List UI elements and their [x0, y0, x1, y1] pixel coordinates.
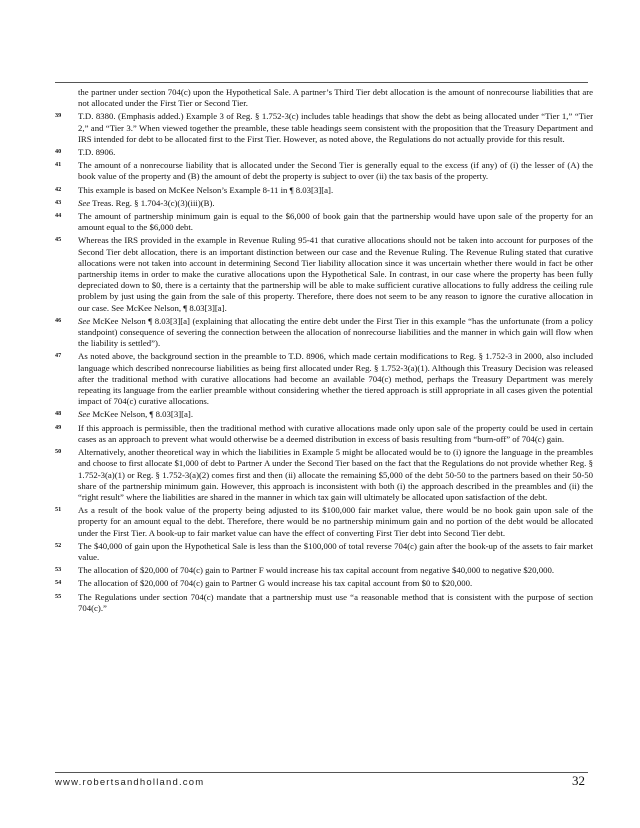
footnote-text	[78, 409, 593, 420]
footnote-body: As a result of the book value of the property being adjusted to its $100,000 fair market value, there would be no book gain upon sale of the property for an amount equal to the debt. Therefore, there would be no partnership minimum gain and no portion of the debt would be allocated under the First Tier. A book-up to fair market value can have the effect of converting First Tier debt into Second Tier debt.	[78, 505, 593, 538]
footnote-number: 54	[55, 579, 62, 587]
footnote-number: 45	[55, 236, 62, 244]
footnote-body: The $40,000 of gain upon the Hypothetical Sale is less than the $100,000 of total reverse 704(c) gain after the book-up of the assets to fair market value.	[78, 540, 593, 562]
footnote	[55, 160, 593, 182]
footnote	[55, 447, 593, 503]
footnote	[55, 198, 593, 209]
footnote	[55, 235, 593, 313]
footnote-body: The allocation of $20,000 of 704(c) gain to Partner F would increase his tax capital account from negative $40,000 to negative $20,000.	[78, 565, 555, 576]
footnote-body: The amount of a nonrecourse liability that is allocated under the Second Tier is generally equal to the excess (if any) of (i) the lesser of (A) the book value of the property and (B) the amount of debt the property is subject to over (ii) the tax basis of the property.	[78, 160, 593, 182]
footnote-text	[78, 592, 593, 614]
footnote-body: As noted above, the background section in the preamble to T.D. 8906, which made certain modifications to Reg. § 1.752-3 in 2000, also included language which described nonrecourse liabilities as being first allocated under Reg. § 1.752-3(a)(1). Although this Treasury Decision was released after the traditional method with curative allocations had become an available 704(c) method, perhaps the Treasury Department was merely repeating its language from the earlier preamble without considering whether the tiered approach is still appropriate in all cases given the potential impact of 704(c) curative allocations.	[78, 351, 593, 407]
page-number: 32	[572, 773, 585, 788]
footnote-body: T.D. 8906.	[78, 147, 116, 158]
footnote	[55, 592, 593, 614]
footnote-body: Treas. Reg. § 1.704-3(c)(3)(iii)(B).	[90, 197, 215, 208]
footnote-body: If this approach is permissible, then the traditional method with curative allocations made only upon sale of the property could be used in certain cases as an approach to prevent what would otherwise be a deemed distribution in excess of basis resulting from “burn-off” of 704(c) gain.	[78, 422, 593, 444]
footnote-body: T.D. 8380. (Emphasis added.) Example 3 of Reg. § 1.752-3(c) includes table headings that show the debt as being allocated under “Tier 1,” “Tier 2,” and “Tier 3.” When viewed together the preamble, these table headings seem consistent with the proposition that the Treasury Department and IRS intended for debt to be allocated first to the First Tier. However, as noted above, the Regulations do not actually provide for this result.	[78, 111, 593, 144]
footnote	[55, 147, 593, 158]
footnote	[55, 211, 593, 233]
footer-website: www.robertsandholland.com	[55, 777, 205, 788]
footnote	[55, 316, 593, 350]
footnote-number: 46	[55, 316, 62, 324]
footnote-number: 40	[55, 148, 62, 156]
footnote	[55, 185, 593, 196]
footnote-text	[78, 160, 593, 182]
footnote-number: 41	[55, 161, 62, 169]
top-rule	[55, 82, 588, 83]
footnote-signal: See	[78, 409, 91, 420]
footnote-body: The Regulations under section 704(c) mandate that a partnership must use “a reasonable method that is consistent with the purpose of section 704(c).”	[78, 591, 593, 613]
footnote	[55, 111, 593, 145]
footnote-number: 55	[55, 592, 62, 600]
footnote-number: 39	[55, 112, 62, 120]
footnote	[55, 565, 593, 576]
footnote-body: Alternatively, another theoretical way in which the liabilities in Example 5 might be allocated would be to (i) ignore the language in the preambles and choose to first allocate $1,000 of debt to Partner A under the Second Tier based on the fact that the Regulations do not provide whether Reg. § 1.752-3(a)(1) or Reg. § 1.752-3(a)(2) comes first and then (ii) allocate the remaining $5,000 of the debt 50-50 to the partners based on their 50-50 share of the partnership minimum gain. However, this approach is inconsistent with both (i) the approach described in the preambles and (ii) the “right result” where the liabilities are shared in the manner in which tax gain will ultimately be allocated upon satisfaction of the debt.	[78, 447, 593, 502]
continued-footnote-text: the partner under section 704(c) upon the Hypothetical Sale. A partner’s Third Tier debt allocation is the amount of nonrecourse liabilities that are not allocated under the First Tier or Second Tier.	[78, 87, 593, 109]
footnote-signal: See	[78, 197, 91, 208]
footnote-text	[78, 541, 593, 563]
footnote-number: 47	[55, 352, 62, 360]
footnote-number: 43	[55, 198, 62, 206]
footnote-body: This example is based on McKee Nelson’s Example 8-11 in ¶ 8.03[3][a].	[78, 184, 334, 195]
footnote-text	[78, 351, 593, 407]
footnote-text	[78, 185, 593, 196]
footnote-text	[78, 211, 593, 233]
footnote-text	[78, 423, 593, 445]
footnote	[55, 505, 593, 539]
footnote-number: 50	[55, 448, 62, 456]
footnote-list	[55, 111, 593, 614]
footnote	[55, 351, 593, 407]
footnote-text	[78, 147, 593, 158]
footnote-number: 52	[55, 541, 62, 549]
footnote-number: 49	[55, 423, 62, 431]
footnote	[55, 541, 593, 563]
footnote-number: 51	[55, 506, 62, 514]
footnotes-section	[55, 87, 593, 614]
footnote-text	[78, 198, 593, 209]
footnote	[55, 578, 593, 589]
footnote-text	[78, 316, 593, 350]
footnote-number: 42	[55, 185, 62, 193]
footnote-number: 53	[55, 566, 62, 574]
footnote-text	[78, 111, 593, 145]
footnote-body: The amount of partnership minimum gain is equal to the $6,000 of book gain that the partnership would have upon sale of the property for an amount equal to the $6,000 debt.	[78, 211, 593, 233]
footnote-text	[78, 505, 593, 539]
footnote-body: The allocation of $20,000 of 704(c) gain to Partner G would increase his tax capital account from $0 to $20,000.	[78, 578, 473, 589]
footnote-signal: See	[78, 315, 91, 326]
footnote-text	[78, 235, 593, 313]
footnote-body: McKee Nelson, ¶ 8.03[3][a].	[90, 409, 194, 420]
footnote-body: McKee Nelson ¶ 8.03[3][a] (explaining that allocating the entire debt under the First Tier in this example “has the unfortunate (from a policy standpoint) consequence of severing the connection between the allocation of nonrecourse liabilities and the manner in which gain will flow when the liability is settled”).	[78, 315, 593, 349]
footnote-text	[78, 447, 593, 503]
footnote-text	[78, 578, 593, 589]
footer-rule	[55, 772, 588, 773]
footnote	[55, 409, 593, 420]
footnote-body: Whereas the IRS provided in the example in Revenue Ruling 95-41 that curative allocations should not be taken into account for purposes of the Second Tier debt allocation, there is an important distinction between our case and the Revenue Ruling. The Revenue Ruling stated that curative allocations were not taken into account in determining Second Tier liability allocation since it was uncertain whether there would in fact be other partnership items in order to make the curative allocations upon the Hypothetical Sale. In contrast, in our case where the property has been fully depreciated down to $0, there is a certainty that the partnership will be able to make sufficient curative allocations to fully address the ceiling rule problem by just using the gain from the sale of this property. Therefore, there does not seem to be any reason to ignore the curative allocation in our case. See McKee Nelson, ¶ 8.03[3][a].	[78, 235, 593, 313]
footnote-text	[78, 565, 593, 576]
footnote	[55, 423, 593, 445]
footnote-number: 44	[55, 212, 62, 220]
footnote-number: 48	[55, 410, 62, 418]
